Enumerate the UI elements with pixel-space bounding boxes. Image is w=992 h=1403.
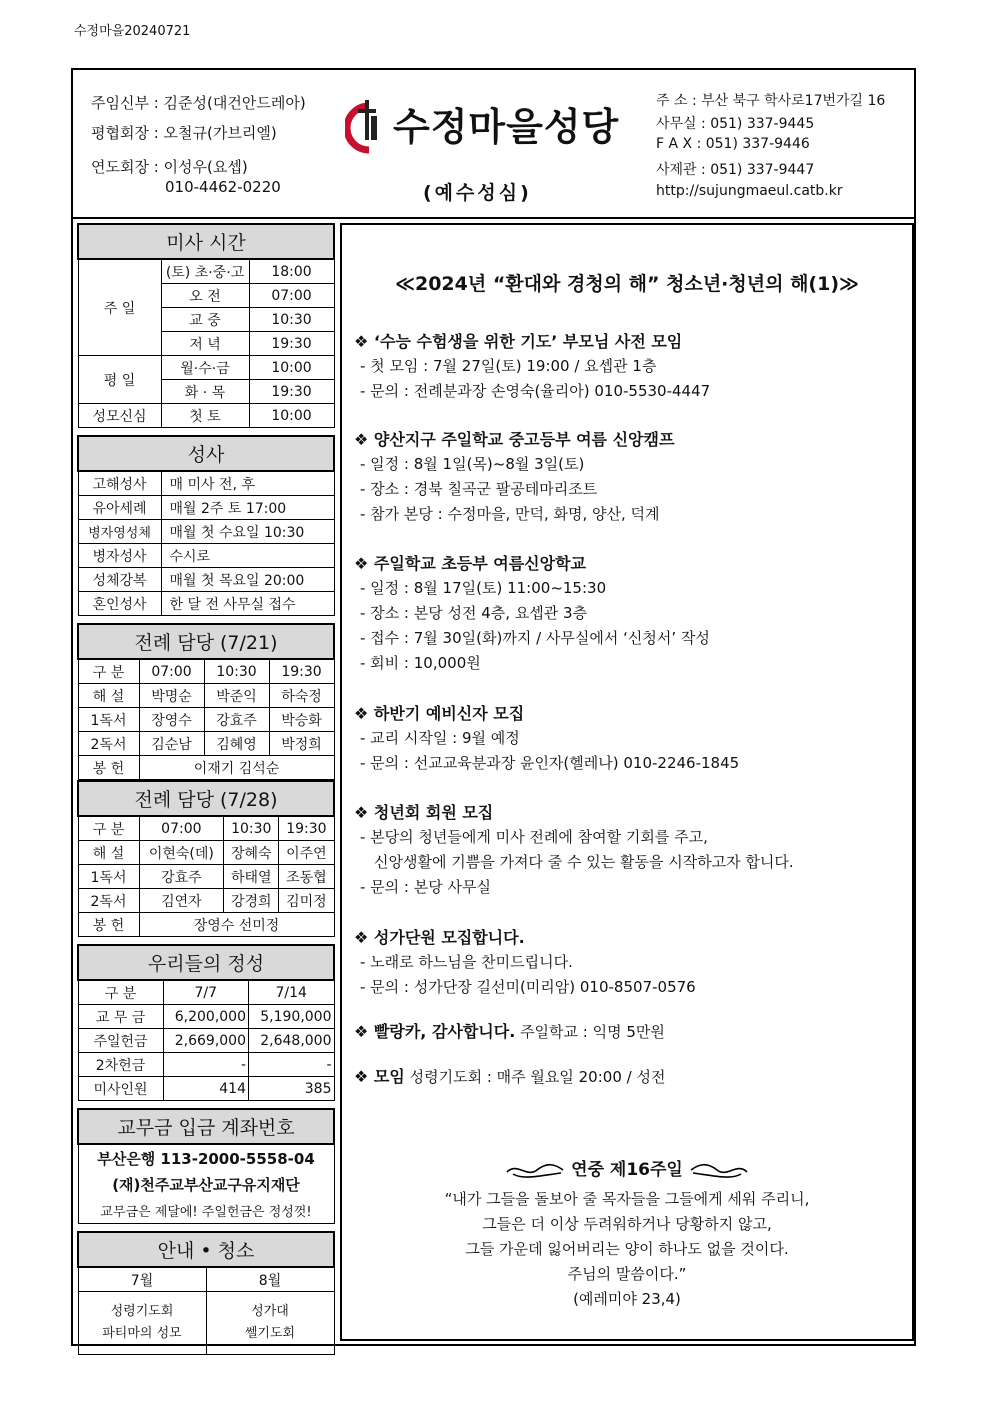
scripture-line: 그들 가운데 잃어버리는 양이 하나도 없을 것이다. — [465, 1240, 789, 1258]
liturgy-person: 김혜영 — [204, 732, 269, 756]
sunday-reading — [342, 1153, 912, 1312]
marian-label: 성모신심 — [78, 404, 161, 428]
feast-subtitle: (예수성심) — [423, 182, 532, 204]
liturgy-person: 이주연 — [279, 841, 334, 865]
fax: F A X : 051) 337-9446 — [656, 136, 810, 152]
mass-name: 화 · 목 — [161, 380, 249, 404]
notice-section-3 — [354, 551, 909, 677]
weekday-label: 평 일 — [78, 356, 161, 404]
liturgy-person: 박준익 — [204, 684, 269, 708]
sacrament-name: 고해성사 — [78, 471, 161, 496]
liturgy-person: 강효주 — [139, 865, 224, 889]
notice-heading: 모임 — [373, 1067, 405, 1086]
sacrament-schedule: 매월 첫 목요일 20:00 — [161, 568, 334, 592]
ornament-left-icon — [505, 1160, 565, 1180]
liturgy-person: 박정희 — [269, 732, 334, 756]
cleaning-table — [77, 1231, 335, 1355]
notices-title: ≪2024년 “환대와 경청의 해” 청소년·청년의 해(1)≫ — [395, 273, 859, 295]
liturgy-role: 봉 헌 — [78, 756, 139, 780]
cleaning-group: 쎌기도회 — [244, 1326, 296, 1341]
diamond-bullet-icon: ❖ — [354, 928, 374, 947]
offering-amount: 6,200,000 — [163, 1005, 249, 1029]
sunday-title: 연중 제16주일 — [571, 1160, 683, 1180]
notice-line: - 일정 : 8월 1일(목)~8월 3일(토) — [360, 455, 585, 473]
mass-time: 19:30 — [249, 332, 334, 356]
liturgy-person: 김순남 — [139, 732, 204, 756]
liturgy-person: 하숙정 — [269, 684, 334, 708]
diamond-bullet-icon: ❖ — [354, 430, 374, 449]
cleaning-july — [78, 1292, 206, 1355]
liturgy-role: 1독서 — [78, 865, 139, 889]
liturgy-head: 07:00 — [139, 816, 224, 841]
notice-line: - 회비 : 10,000원 — [360, 654, 481, 672]
chair-phone: 010-4462-0220 — [165, 178, 281, 196]
notice-section-5 — [354, 800, 909, 901]
notice-line: - 본당의 청년들에게 미사 전례에 참여할 기회를 주고, — [360, 828, 708, 846]
notice-heading: 주일학교 초등부 여름신앙학교 — [373, 554, 586, 573]
offering-head: 7/14 — [249, 980, 335, 1005]
bulletin-frame — [71, 68, 916, 1346]
scripture-line: “내가 그들을 돌보아 줄 목자들을 그들에게 세워 주리니, — [444, 1190, 810, 1208]
liturgy-title: 전례 담당 (7/28) — [78, 781, 334, 816]
offering-head: 구 분 — [78, 980, 163, 1005]
notice-line: - 문의 : 성가단장 길선미(미리암) 010-8507-0576 — [360, 978, 696, 996]
mass-time: 18:00 — [249, 259, 334, 284]
offering-amount: 2,648,000 — [249, 1029, 335, 1053]
offering-amount: 385 — [249, 1077, 335, 1101]
mass-time: 10:00 — [249, 356, 334, 380]
offering-item: 교 무 금 — [78, 1005, 163, 1029]
notice-line: 신앙생활에 기쁨을 가져다 줄 수 있는 활동을 시작하고자 합니다. — [374, 853, 794, 871]
left-column — [77, 223, 335, 1362]
notice-section-1 — [354, 329, 909, 405]
liturgy-head: 10:30 — [224, 816, 279, 841]
scripture-line: 주님의 말씀이다.” — [567, 1265, 687, 1283]
notice-section-4 — [354, 701, 909, 777]
notice-line: - 노래로 하느님을 찬미드립니다. — [360, 953, 573, 971]
notice-line: - 문의 : 본당 사무실 — [360, 878, 491, 896]
mass-name: (토) 초·중·고 — [161, 259, 249, 284]
liturgy-role: 해 설 — [78, 684, 139, 708]
cleaning-august — [206, 1292, 334, 1355]
notice-section-2 — [354, 427, 909, 528]
mass-times-table — [77, 223, 335, 428]
sacrament-name: 병자영성체 — [78, 520, 161, 544]
notice-line: - 접수 : 7월 30일(화)까지 / 사무실에서 ‘신청서’ 작성 — [360, 629, 710, 647]
liturgy-person: 김미정 — [279, 889, 334, 913]
notice-text: 주일학교 : 익명 5만원 — [515, 1023, 665, 1041]
notice-heading: 성가단원 모집합니다. — [373, 928, 525, 947]
sacrament-name: 유아세례 — [78, 496, 161, 520]
website-link[interactable]: http://sujungmaeul.catb.kr — [656, 183, 843, 199]
cleaning-month: 8월 — [206, 1267, 334, 1292]
account-table — [77, 1108, 335, 1224]
cleaning-group: 파티마의 성모 — [102, 1326, 182, 1341]
notice-section-7 — [354, 1019, 909, 1045]
notice-heading: ‘수능 수험생을 위한 기도’ 부모님 사전 모임 — [373, 332, 683, 351]
offering-table — [77, 944, 335, 1101]
offering-amount: 2,669,000 — [163, 1029, 249, 1053]
account-note: 교무금은 제달에! 주일헌금은 정성껏! — [78, 1197, 334, 1224]
council-head: 평협회장 : 오철규(가브리엘) — [91, 124, 277, 142]
scripture-line: 그들은 더 이상 두려워하거나 당황하지 않고, — [482, 1215, 772, 1233]
sacrament-name: 성체강복 — [78, 568, 161, 592]
notice-heading: 빨랑카, 감사합니다. — [373, 1022, 516, 1041]
liturgy-head: 구 분 — [78, 659, 139, 684]
diamond-bullet-icon: ❖ — [354, 1067, 374, 1086]
liturgy-offering: 이재기 김석순 — [139, 756, 334, 780]
liturgy-person: 조동협 — [279, 865, 334, 889]
liturgy-head: 19:30 — [279, 816, 334, 841]
liturgy-role: 2독서 — [78, 889, 139, 913]
mass-name: 저 녁 — [161, 332, 249, 356]
offering-amount: - — [249, 1053, 335, 1077]
sacrament-schedule: 매 미사 전, 후 — [161, 471, 334, 496]
sacraments-table — [77, 435, 335, 616]
offering-head: 7/7 — [163, 980, 249, 1005]
mass-time: 07:00 — [249, 284, 334, 308]
liturgy-table-0721 — [77, 623, 335, 780]
notice-section-8 — [354, 1064, 909, 1090]
sunday-label: 주 일 — [78, 259, 161, 356]
diamond-bullet-icon: ❖ — [354, 803, 374, 822]
liturgy-title: 전례 담당 (7/21) — [78, 624, 334, 659]
sacrament-schedule: 수시로 — [161, 544, 334, 568]
cleaning-title: 안내 • 청소 — [78, 1232, 334, 1267]
notice-line: - 장소 : 경북 칠곡군 팔공테마리조트 — [360, 480, 598, 498]
liturgy-person: 강경희 — [224, 889, 279, 913]
notice-line: - 문의 : 전례분과장 손영숙(율리아) 010-5530-4447 — [360, 382, 711, 400]
document-id: 수정마을20240721 — [74, 24, 191, 39]
liturgy-table-0728 — [77, 780, 335, 937]
liturgy-person: 장영수 — [139, 708, 204, 732]
mass-name: 월·수·금 — [161, 356, 249, 380]
liturgy-person: 장혜숙 — [224, 841, 279, 865]
liturgy-head: 구 분 — [78, 816, 139, 841]
cleaning-group: 성령기도회 — [110, 1304, 174, 1319]
liturgy-person: 박명순 — [139, 684, 204, 708]
liturgy-head: 19:30 — [269, 659, 334, 684]
cleaning-group: 성가대 — [251, 1304, 289, 1319]
offering-item: 2차헌금 — [78, 1053, 163, 1077]
liturgy-person: 이현숙(데) — [139, 841, 224, 865]
liturgy-head: 10:30 — [204, 659, 269, 684]
notice-line: - 첫 모임 : 7월 27일(토) 19:00 / 요셉관 1층 — [360, 357, 657, 375]
notice-line: - 문의 : 선교교육분과장 윤인자(헬레나) 010-2246-1845 — [360, 754, 740, 772]
mass-time: 10:30 — [249, 308, 334, 332]
sacrament-schedule: 한 달 전 사무실 접수 — [161, 592, 334, 616]
mass-name: 교 중 — [161, 308, 249, 332]
account-title: 교무금 입금 계좌번호 — [78, 1109, 334, 1144]
chair: 연도회장 : 이성우(요셉) — [91, 158, 248, 176]
liturgy-person: 김연자 — [139, 889, 224, 913]
rectory-phone: 사제관 : 051) 337-9447 — [656, 162, 815, 178]
mass-name: 오 전 — [161, 284, 249, 308]
notice-section-6 — [354, 925, 909, 1001]
address: 주 소 : 부산 북구 학사로17번가길 16 — [656, 93, 886, 109]
liturgy-role: 해 설 — [78, 841, 139, 865]
mass-time: 19:30 — [249, 380, 334, 404]
notice-heading: 양산지구 주일학교 중고등부 여름 신앙캠프 — [373, 430, 675, 449]
liturgy-role: 1독서 — [78, 708, 139, 732]
sacrament-schedule: 매월 첫 수요일 10:30 — [161, 520, 334, 544]
church-name: 수정마을성당 — [393, 105, 620, 149]
offering-amount: - — [163, 1053, 249, 1077]
cleaning-month: 7월 — [78, 1267, 206, 1292]
pastor: 주임신부 : 김준성(대건안드레아) — [91, 94, 306, 112]
offering-item: 주일헌금 — [78, 1029, 163, 1053]
liturgy-person: 하태열 — [224, 865, 279, 889]
account-holder: (재)천주교부산교구유지재단 — [78, 1171, 334, 1197]
mass-time: 10:00 — [249, 404, 334, 428]
notice-heading: 청년회 회원 모집 — [373, 803, 494, 822]
bank-account: 부산은행 113-2000-5558-04 — [78, 1144, 334, 1171]
diamond-bullet-icon: ❖ — [354, 332, 374, 351]
church-logo — [345, 92, 645, 162]
liturgy-offering: 장영수 선미정 — [139, 913, 334, 937]
notice-text: 성령기도회 : 매주 월요일 20:00 / 성전 — [404, 1068, 666, 1086]
notice-line: - 장소 : 본당 성전 4층, 요셉관 3층 — [360, 604, 588, 622]
mass-name: 첫 토 — [161, 404, 249, 428]
offering-item: 미사인원 — [78, 1077, 163, 1101]
sacrament-schedule: 매월 2주 토 17:00 — [161, 496, 334, 520]
liturgy-head: 07:00 — [139, 659, 204, 684]
scripture-reference: (예레미야 23,4) — [573, 1290, 681, 1308]
diamond-bullet-icon: ❖ — [354, 554, 374, 573]
notice-line: - 참가 본당 : 수정마을, 만덕, 화명, 양산, 덕계 — [360, 505, 660, 523]
church-emblem-icon — [345, 98, 391, 154]
office-phone: 사무실 : 051) 337-9445 — [656, 116, 815, 132]
mass-times-title: 미사 시간 — [78, 224, 334, 259]
offering-amount: 5,190,000 — [249, 1005, 335, 1029]
liturgy-person: 박승화 — [269, 708, 334, 732]
notice-line: - 일정 : 8월 17일(토) 11:00~15:30 — [360, 579, 607, 597]
sacraments-title: 성사 — [78, 436, 334, 471]
offering-amount: 414 — [163, 1077, 249, 1101]
notices-panel — [340, 223, 914, 1341]
ornament-right-icon — [689, 1160, 749, 1180]
header — [73, 70, 914, 219]
liturgy-role: 2독서 — [78, 732, 139, 756]
diamond-bullet-icon: ❖ — [354, 704, 374, 723]
liturgy-person: 강효주 — [204, 708, 269, 732]
sacrament-name: 혼인성사 — [78, 592, 161, 616]
notice-heading: 하반기 예비신자 모집 — [373, 704, 525, 723]
offering-title: 우리들의 정성 — [78, 945, 334, 980]
sacrament-name: 병자성사 — [78, 544, 161, 568]
liturgy-role: 봉 헌 — [78, 913, 139, 937]
notice-line: - 교리 시작일 : 9월 예정 — [360, 729, 520, 747]
diamond-bullet-icon: ❖ — [354, 1022, 374, 1041]
